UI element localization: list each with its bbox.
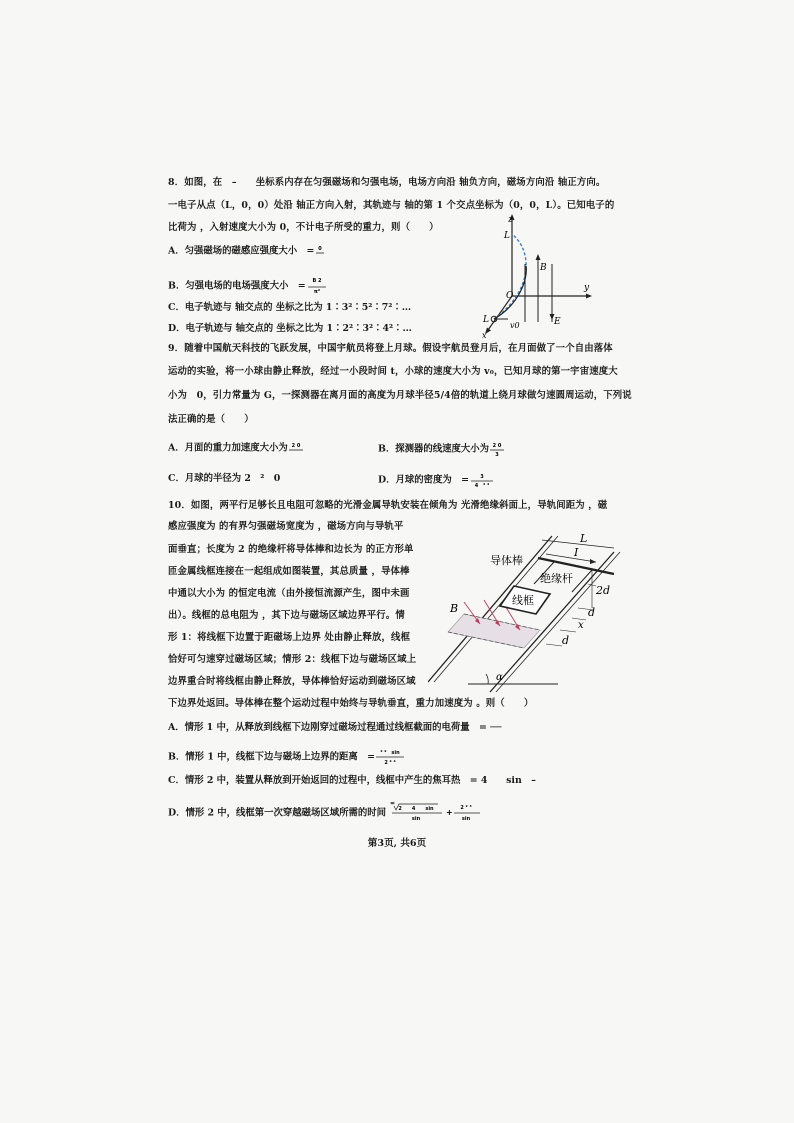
fraction-mark bbox=[375, 748, 405, 766]
fraction-mark bbox=[288, 441, 304, 455]
q10-option-a: A．情形 1 中，从释放到线框下边刚穿过磁场过程通过线框截面的电荷量 = ── bbox=[168, 722, 502, 733]
svg-text:=: = bbox=[390, 802, 396, 807]
q9-option-b bbox=[378, 441, 505, 457]
svg-text:sin: sin bbox=[411, 816, 421, 822]
fig-label-daoti: 导体棒 bbox=[490, 554, 523, 567]
fig-label-xiankuang: 线框 bbox=[512, 594, 534, 607]
q10-line-3: 面垂直；长度为 2 的绝缘杆将导体棒和边长为 的正方形单 bbox=[168, 544, 414, 555]
q10-line-7: 形 1：将线框下边置于距磁场上边界 处由静止释放，线框 bbox=[168, 632, 411, 643]
q9-option-a bbox=[168, 441, 304, 456]
q10-rail-figure bbox=[428, 522, 628, 698]
q10-line-1: 10．如图，两平行足够长且电阻可忽略的光滑金属导轨安装在倾角为 光滑绝缘斜面上，导轨间距为 ，磁 bbox=[168, 500, 608, 511]
q9-option-d bbox=[378, 472, 495, 488]
fig-label-l-bottom: L bbox=[483, 315, 489, 325]
fig-label-2d: 2d bbox=[596, 584, 611, 597]
q8-option-a-text: A．匀强磁场的磁感应强度大小 = bbox=[168, 245, 315, 257]
q9-option-a-text: A．月面的重力加速度大小为 bbox=[168, 442, 288, 454]
q8-option-c: C．电子轨迹与 轴交点的 坐标之比为 1∶3²∶5²∶7²∶… bbox=[168, 302, 412, 313]
q10-option-d bbox=[168, 802, 482, 824]
fig-label-d-upper: d bbox=[588, 606, 596, 619]
fig-label-v0: v0 bbox=[510, 321, 520, 330]
svg-text:+: + bbox=[446, 808, 453, 817]
q9-line-1: 9．随着中国航天科技的飞跃发展，中国宇航员将登上月球。假设宇航员登月后，在月面做了一个自由落体 bbox=[168, 343, 613, 354]
svg-text:0: 0 bbox=[318, 246, 323, 252]
svg-text:4 ² ²: 4 ² ² bbox=[474, 483, 490, 488]
q10-line-2: 感应强度为 的有界匀强磁场宽度为 ，磁场方向与导轨平 bbox=[168, 521, 404, 532]
page-footer: 第3页, 共6页 bbox=[367, 838, 427, 849]
q8-option-b-text: B．匀强电场的电场强度大小 = bbox=[168, 280, 306, 292]
formula-mark bbox=[386, 802, 482, 824]
q8-line-1: 8．如图，在 – 坐标系内存在匀强磁场和匀强电场，电场方向沿 轴负方向，磁场方向沿 轴正方向。 bbox=[168, 177, 606, 188]
fig-label-jueyuan: 绝缘杆 bbox=[540, 572, 573, 585]
fig-label-e: E bbox=[554, 317, 561, 327]
q10-option-c: C．情形 2 中，装置从释放到开始返回的过程中，线框中产生的焦耳热 = 4 sin – bbox=[168, 775, 536, 786]
svg-text:3: 3 bbox=[480, 474, 484, 480]
q10-line-4: 匝金属线框连接在一起组成如图装置，其总质量 ，导体棒 bbox=[168, 566, 410, 577]
q10-line-6: 出）。线框的总电阻为 ，其下边与磁场区域边界平行。情 bbox=[168, 610, 405, 621]
q10-line-8: 恰好可匀速穿过磁场区域；情形 2：线框下边与磁场区域上 bbox=[168, 654, 417, 665]
q10-line-5: 中通以大小为 的恒定电流（由外接恒流源产生，图中未画 bbox=[168, 588, 410, 599]
svg-text:2 4 sin: 2 4 sin bbox=[398, 806, 434, 812]
svg-text:² ² sin: ² ² sin bbox=[380, 750, 400, 756]
fig-label-o: O bbox=[506, 291, 514, 301]
fig-label-i: I bbox=[574, 546, 579, 559]
fraction-mark bbox=[314, 244, 326, 258]
q8-line-2: 一电子从点（L，0，0）处沿 轴正方向入射，其轨迹与 轴的第 1 个交点坐标为（0，0，L）。已知电子的 bbox=[168, 200, 615, 211]
q8-option-b bbox=[168, 276, 328, 296]
q9-line-2: 运动的实验，将一小球由静止释放，经过一小段时间 t，小球的速度大小为 v₀，已知月球的第一宇宙速度大 bbox=[168, 366, 618, 377]
q8-coordinate-figure bbox=[470, 212, 600, 340]
svg-text:2 ⁴ ⁴: 2 ⁴ ⁴ bbox=[384, 760, 396, 766]
q10-option-b-text: B．情形 1 中，线框下边与磁场上边界的距离 = bbox=[168, 751, 375, 763]
fig-label-x: x bbox=[482, 331, 487, 340]
q9-option-c: C．月球的半径为 2 ² 0 bbox=[168, 473, 281, 484]
svg-text:2 ² ³: 2 ² ³ bbox=[460, 805, 472, 811]
svg-text:2 0: 2 0 bbox=[492, 443, 502, 449]
fraction-mark bbox=[489, 441, 505, 457]
q9-line-4: 法正确的是（ ） bbox=[168, 414, 254, 425]
q10-line-10: 下边界处返回。导体棒在整个运动过程中始终与导轨垂直，重力加速度为 。则（ ） bbox=[168, 698, 534, 709]
fig-label-b: B bbox=[540, 263, 547, 273]
q9-option-d-text: D．月球的密度为 = bbox=[378, 474, 469, 486]
q9-option-b-text: B．探测器的线速度大小为 bbox=[378, 443, 490, 455]
fraction-mark bbox=[306, 276, 328, 296]
svg-text:2 0: 2 0 bbox=[291, 443, 301, 449]
svg-text:B 2: B 2 bbox=[312, 278, 322, 284]
fig-label-z: z bbox=[508, 215, 513, 225]
svg-text:sin: sin bbox=[461, 816, 471, 822]
fraction-mark bbox=[469, 472, 495, 488]
q10-option-d-text: D．情形 2 中，线框第一次穿越磁场区域所需的时间 bbox=[168, 807, 387, 819]
fig-label-alpha: α bbox=[496, 672, 503, 683]
fig-label-y: y bbox=[584, 283, 590, 293]
fig-label-d-lower: d bbox=[562, 634, 570, 647]
q8-line-3: 比荷为 ，入射速度大小为 0，不计电子所受的重力，则（ ） bbox=[168, 222, 439, 233]
fig-label-b: B bbox=[450, 602, 459, 615]
svg-text:3: 3 bbox=[495, 452, 499, 457]
fig-label-l-top: L bbox=[504, 231, 510, 241]
q10-line-9: 边界重合时将线框由静止释放，导体棒恰好运动到磁场区域 bbox=[168, 676, 416, 687]
q8-option-a bbox=[168, 244, 326, 259]
svg-text:π²: π² bbox=[313, 289, 320, 295]
fig-label-l: L bbox=[580, 532, 588, 545]
fig-label-x: x bbox=[578, 620, 584, 631]
q8-option-d: D．电子轨迹与 轴交点的 坐标之比为 1∶2²∶3²∶4²∶… bbox=[168, 323, 412, 334]
q10-option-b bbox=[168, 748, 405, 766]
q9-line-3: 小为 0，引力常量为 G，一探测器在离月面的高度为月球半径5/4倍的轨道上绕月球做匀速圆周运动，下列说 bbox=[168, 390, 632, 401]
